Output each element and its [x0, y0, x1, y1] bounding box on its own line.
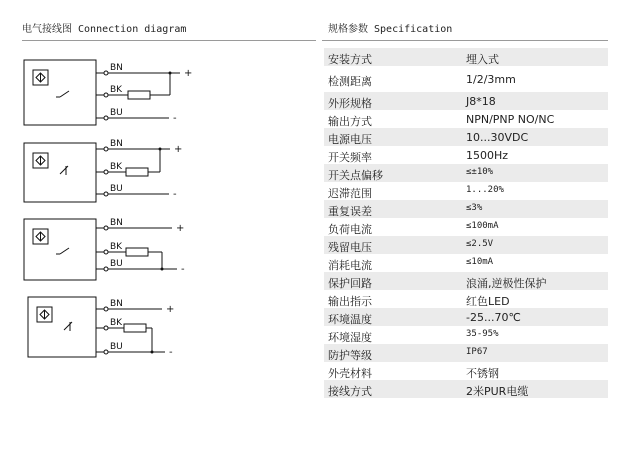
terminal-dot [104, 93, 108, 97]
spec-row [324, 164, 608, 182]
terminal-dot [104, 116, 108, 120]
specification-table [324, 48, 608, 398]
terminal-dot [104, 326, 108, 330]
spec-key: 负荷电流 [328, 223, 372, 236]
spec-key: 外形规格 [328, 97, 372, 110]
terminal-dot [104, 170, 108, 174]
spec-key: 输出指示 [328, 295, 372, 308]
spec-value: ≤10mA [466, 257, 494, 267]
spec-row [324, 128, 608, 146]
spec-row [324, 146, 608, 164]
spec-row [324, 218, 608, 236]
terminal-dot [104, 226, 108, 230]
wire-label: BU [110, 108, 123, 118]
spec-key: 开关频率 [328, 151, 372, 164]
spec-row [324, 290, 608, 308]
wire-label: BK [110, 318, 123, 328]
switch-contact-icon [64, 322, 72, 330]
switch-contact-icon [60, 91, 69, 97]
sensor-body [24, 143, 96, 202]
plus-terminal: + [174, 144, 183, 155]
switch-contact-icon [60, 166, 68, 174]
wire-label: BK [110, 162, 123, 172]
spec-row [324, 326, 608, 344]
spec-row [324, 272, 608, 290]
spec-key: 消耗电流 [328, 259, 372, 272]
wire-label: BU [110, 259, 123, 269]
spec-key: 输出方式 [328, 115, 372, 128]
spec-value: 1...20% [466, 185, 504, 195]
spec-row [324, 236, 608, 254]
spec-value: -25...70℃ [466, 311, 521, 324]
spec-value: ≤100mA [466, 221, 499, 231]
plus-terminal: + [184, 68, 193, 79]
specification-title-divider [322, 40, 608, 41]
spec-value: ≤2.5V [466, 239, 494, 249]
terminal-dot [104, 192, 108, 196]
spec-key: 环境温度 [328, 313, 372, 326]
spec-row [324, 308, 608, 326]
spec-value: 35-95% [466, 329, 499, 339]
spec-key: 防护等级 [328, 349, 372, 362]
wire-label: BU [110, 342, 123, 352]
wire-label: BN [110, 299, 123, 309]
spec-value: 1500Hz [466, 149, 509, 162]
spec-value: J8*18 [466, 95, 496, 108]
spec-row [324, 200, 608, 218]
spec-key: 接线方式 [328, 385, 372, 398]
minus-terminal: - [181, 264, 185, 275]
wire-label: BK [110, 242, 123, 252]
wire-label: BK [110, 85, 123, 95]
spec-value: NPN/PNP NO/NC [466, 113, 555, 126]
load-resistor [126, 248, 148, 256]
terminal-dot [104, 307, 108, 311]
spec-row [324, 344, 608, 362]
wire-label: BU [110, 184, 123, 194]
minus-terminal: - [173, 113, 177, 124]
connection-diagram-title: 电气接线图 Connection diagram [22, 24, 187, 35]
spec-row [324, 48, 608, 66]
spec-value: 红色LED [466, 295, 510, 308]
spec-key: 残留电压 [328, 241, 372, 254]
spec-row [324, 182, 608, 200]
junction-dot [161, 268, 164, 271]
load-resistor [126, 168, 148, 176]
junction-dot [151, 351, 154, 354]
spec-value: 不锈钢 [466, 367, 499, 380]
spec-key: 电源电压 [328, 133, 372, 146]
spec-value: 2米PUR电缆 [466, 385, 529, 398]
load-resistor [124, 324, 146, 332]
terminal-dot [104, 71, 108, 75]
spec-value: IP67 [466, 347, 488, 357]
plus-terminal: + [176, 223, 185, 234]
junction-dot [159, 148, 162, 151]
spec-row [324, 362, 608, 380]
minus-terminal: - [169, 347, 173, 358]
spec-value: 1/2/3mm [466, 73, 516, 86]
spec-row [324, 66, 608, 92]
sensor-body [28, 297, 96, 357]
spec-key: 保护回路 [328, 277, 372, 290]
spec-row [324, 92, 608, 110]
wire-label: BN [110, 139, 123, 149]
spec-value: 埋入式 [466, 53, 499, 66]
spec-key: 开关点偏移 [328, 169, 383, 182]
spec-key: 迟滞范围 [328, 187, 372, 200]
spec-value: 浪涌,逆极性保护 [466, 277, 547, 290]
spec-row [324, 254, 608, 272]
plus-terminal: + [166, 304, 175, 315]
spec-row [324, 380, 608, 398]
switch-contact-icon [60, 248, 69, 254]
wire-label: BN [110, 218, 123, 228]
spec-key: 安装方式 [328, 53, 372, 66]
spec-value: ≤±10% [466, 167, 494, 177]
spec-value: 10...30VDC [466, 131, 529, 144]
spec-key: 环境湿度 [328, 331, 372, 344]
minus-terminal: - [173, 189, 177, 200]
spec-row [324, 110, 608, 128]
sensor-body [24, 219, 96, 280]
wire-label: BN [110, 63, 123, 73]
spec-key: 重复误差 [328, 205, 372, 218]
junction-dot [169, 72, 172, 75]
spec-value: ≤3% [466, 203, 483, 213]
spec-key: 检测距离 [328, 75, 372, 88]
specification-title: 规格参数 Specification [328, 24, 453, 35]
terminal-dot [104, 250, 108, 254]
terminal-dot [104, 267, 108, 271]
terminal-dot [104, 350, 108, 354]
spec-key: 外壳材料 [328, 367, 372, 380]
load-resistor [128, 91, 150, 99]
terminal-dot [104, 147, 108, 151]
